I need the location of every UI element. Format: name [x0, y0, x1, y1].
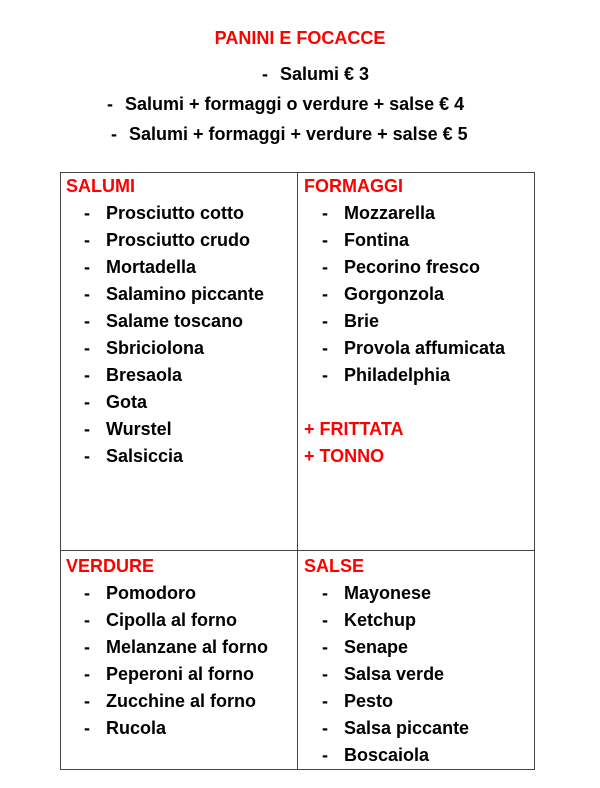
- price-line-1: - Salumi € 3: [262, 64, 370, 84]
- list-item: - Salsa verde: [304, 661, 532, 688]
- list-item: - Salame toscano: [66, 308, 294, 335]
- section-salumi: [66, 173, 294, 470]
- section-title-formaggi: FORMAGGI: [304, 176, 403, 196]
- list-item: - Prosciutto crudo: [66, 227, 294, 254]
- page-title: PANINI E FOCACCE: [214, 28, 386, 48]
- list-item: - Peperoni al forno: [66, 661, 294, 688]
- list-formaggi: [304, 200, 532, 389]
- list-item: - Gorgonzola: [304, 281, 532, 308]
- list-item: - Salsa piccante: [304, 715, 532, 742]
- list-item: - Pesto: [304, 688, 532, 715]
- list-item: - Boscaiola: [304, 742, 532, 769]
- list-item: - Salsiccia: [66, 443, 294, 470]
- extra-tonno: + TONNO: [304, 446, 385, 466]
- list-item: - Mortadella: [66, 254, 294, 281]
- list-item: - Bresaola: [66, 362, 294, 389]
- section-verdure: [66, 553, 294, 742]
- list-item: - Pomodoro: [66, 580, 294, 607]
- extra-frittata: + FRITTATA: [304, 419, 404, 439]
- list-item: - Salamino piccante: [66, 281, 294, 308]
- list-item: - Prosciutto cotto: [66, 200, 294, 227]
- list-item: - Rucola: [66, 715, 294, 742]
- list-item: - Ketchup: [304, 607, 532, 634]
- list-item: - Provola affumicata: [304, 335, 532, 362]
- list-item: - Wurstel: [66, 416, 294, 443]
- list-item: - Melanzane al forno: [66, 634, 294, 661]
- list-salumi: [66, 200, 294, 470]
- list-item: - Senape: [304, 634, 532, 661]
- section-title-salse: SALSE: [304, 556, 365, 576]
- list-item: - Fontina: [304, 227, 532, 254]
- list-item: - Mayonese: [304, 580, 532, 607]
- price-line-2: - Salumi + formaggi o verdure + salse € 4: [107, 94, 465, 114]
- section-title-salumi: SALUMI: [66, 176, 135, 196]
- section-title-verdure: VERDURE: [66, 556, 155, 576]
- price-line-2-text: Salumi + formaggi o verdure + salse € 4: [125, 94, 465, 114]
- section-salse: [304, 553, 532, 769]
- list-item: - Pecorino fresco: [304, 254, 532, 281]
- list-item: - Cipolla al forno: [66, 607, 294, 634]
- list-item: - Philadelphia: [304, 362, 532, 389]
- price-line-3-text: Salumi + formaggi + verdure + salse € 5: [129, 124, 468, 144]
- list-item: - Zucchine al forno: [66, 688, 294, 715]
- list-item: - Mozzarella: [304, 200, 532, 227]
- list-salse: [304, 580, 532, 769]
- extras-list: [304, 416, 532, 470]
- section-formaggi: [304, 173, 532, 470]
- list-verdure: [66, 580, 294, 742]
- table-horizontal-divider: [60, 550, 535, 551]
- table-vertical-divider: [297, 172, 298, 770]
- list-item: - Brie: [304, 308, 532, 335]
- price-line-1-text: Salumi € 3: [280, 64, 370, 84]
- price-line-3: - Salumi + formaggi + verdure + salse € 5: [111, 124, 468, 144]
- list-item: - Gota: [66, 389, 294, 416]
- list-item: - Sbriciolona: [66, 335, 294, 362]
